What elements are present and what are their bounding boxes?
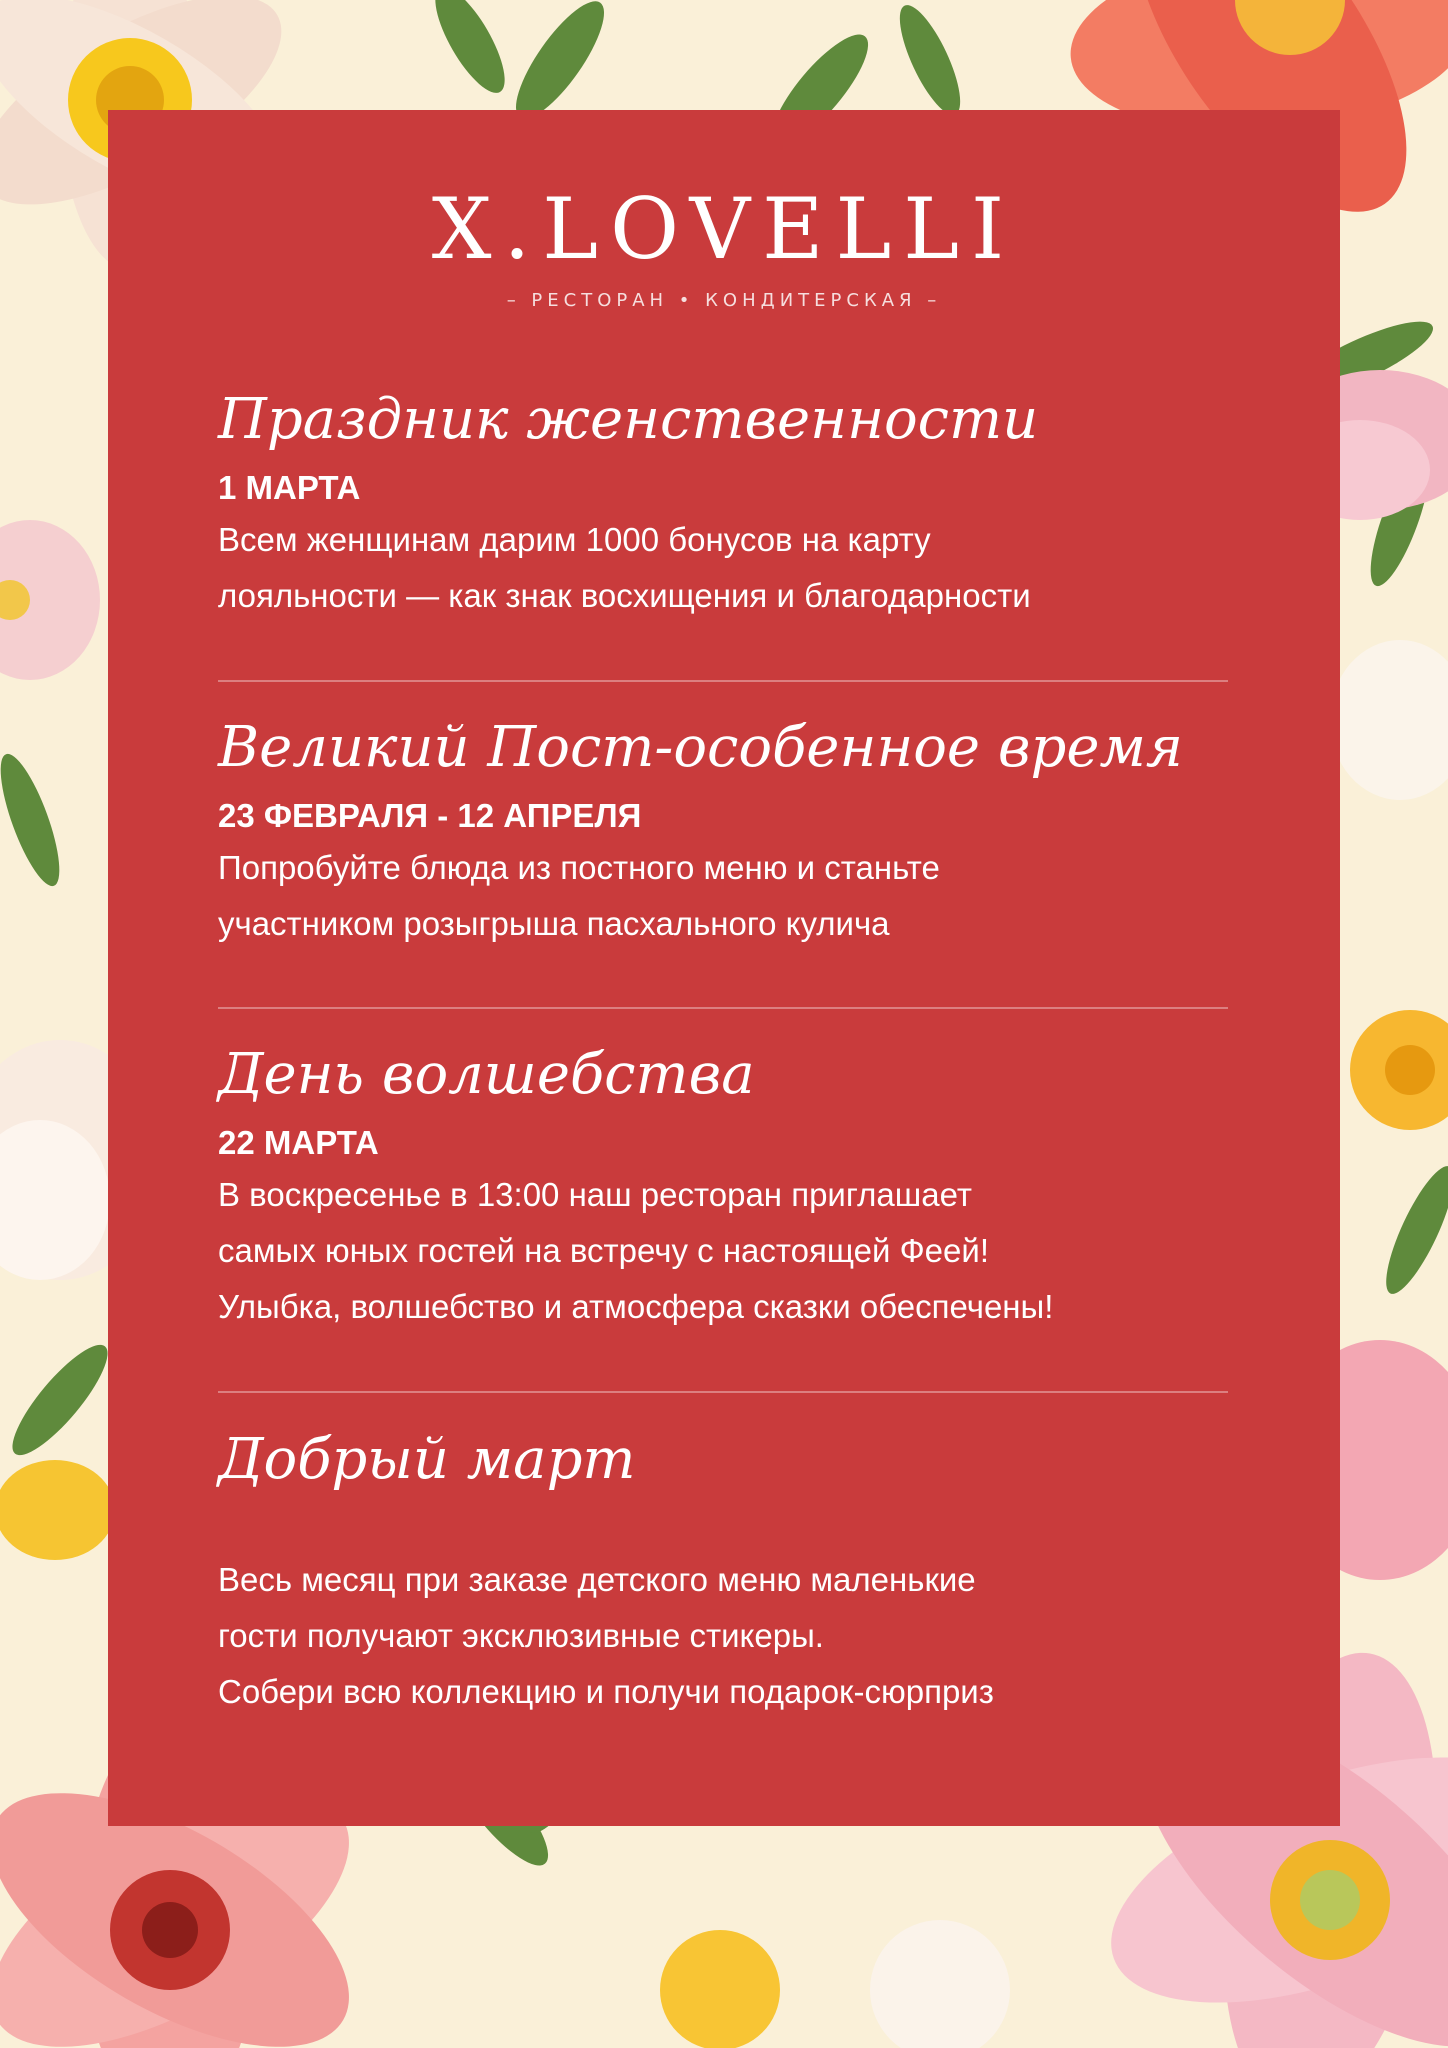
section-lent [218,708,1228,952]
section-divider [218,680,1228,682]
section-text-line: лояльности — как знак восхищения и благодарности [218,577,1031,614]
brand-logo: X.LOVELLI [431,180,1017,278]
section-text-line: Улыбка, волшебство и атмосфера сказки обеспечены! [218,1288,1054,1325]
section-text-line: Попробуйте блюда из постного меню и станьте [218,849,940,886]
section-text-line: В воскресенье в 13:00 наш ресторан приглашает [218,1176,972,1213]
spacer [218,1500,1228,1552]
section-text-line: Весь месяц при заказе детского меню маленькие [218,1561,976,1598]
promo-panel [108,110,1340,1826]
section-womens-day [218,380,1228,624]
section-text-line: гости получают эксклюзивные стикеры. [218,1617,824,1654]
section-date: 1 МАРТА [218,469,361,506]
section-text-line: Собери всю коллекцию и получи подарок-сюрприз [218,1673,994,1710]
section-text-line: самых юных гостей на встречу с настоящей Феей! [218,1232,989,1269]
section-divider [218,1391,1228,1393]
section-title: Праздник женственности [218,387,1039,452]
section-title: Добрый март [218,1427,636,1492]
section-text-line: участником розыгрыша пасхального кулича [218,905,890,942]
section-date: 23 ФЕВРАЛЯ - 12 АПРЕЛЯ [218,797,642,834]
section-divider [218,1007,1228,1009]
section-date: 22 МАРТА [218,1124,379,1161]
brand-tagline: – РЕСТОРАН • КОНДИТЕРСКАЯ – [506,290,942,311]
section-text-line: Всем женщинам дарим 1000 бонусов на карту [218,521,931,558]
section-kind-march [218,1420,1228,1720]
section-title: Великий Пост-особенное время [218,715,1183,780]
section-title: День волшебства [218,1042,755,1107]
section-magic-day [218,1035,1228,1335]
